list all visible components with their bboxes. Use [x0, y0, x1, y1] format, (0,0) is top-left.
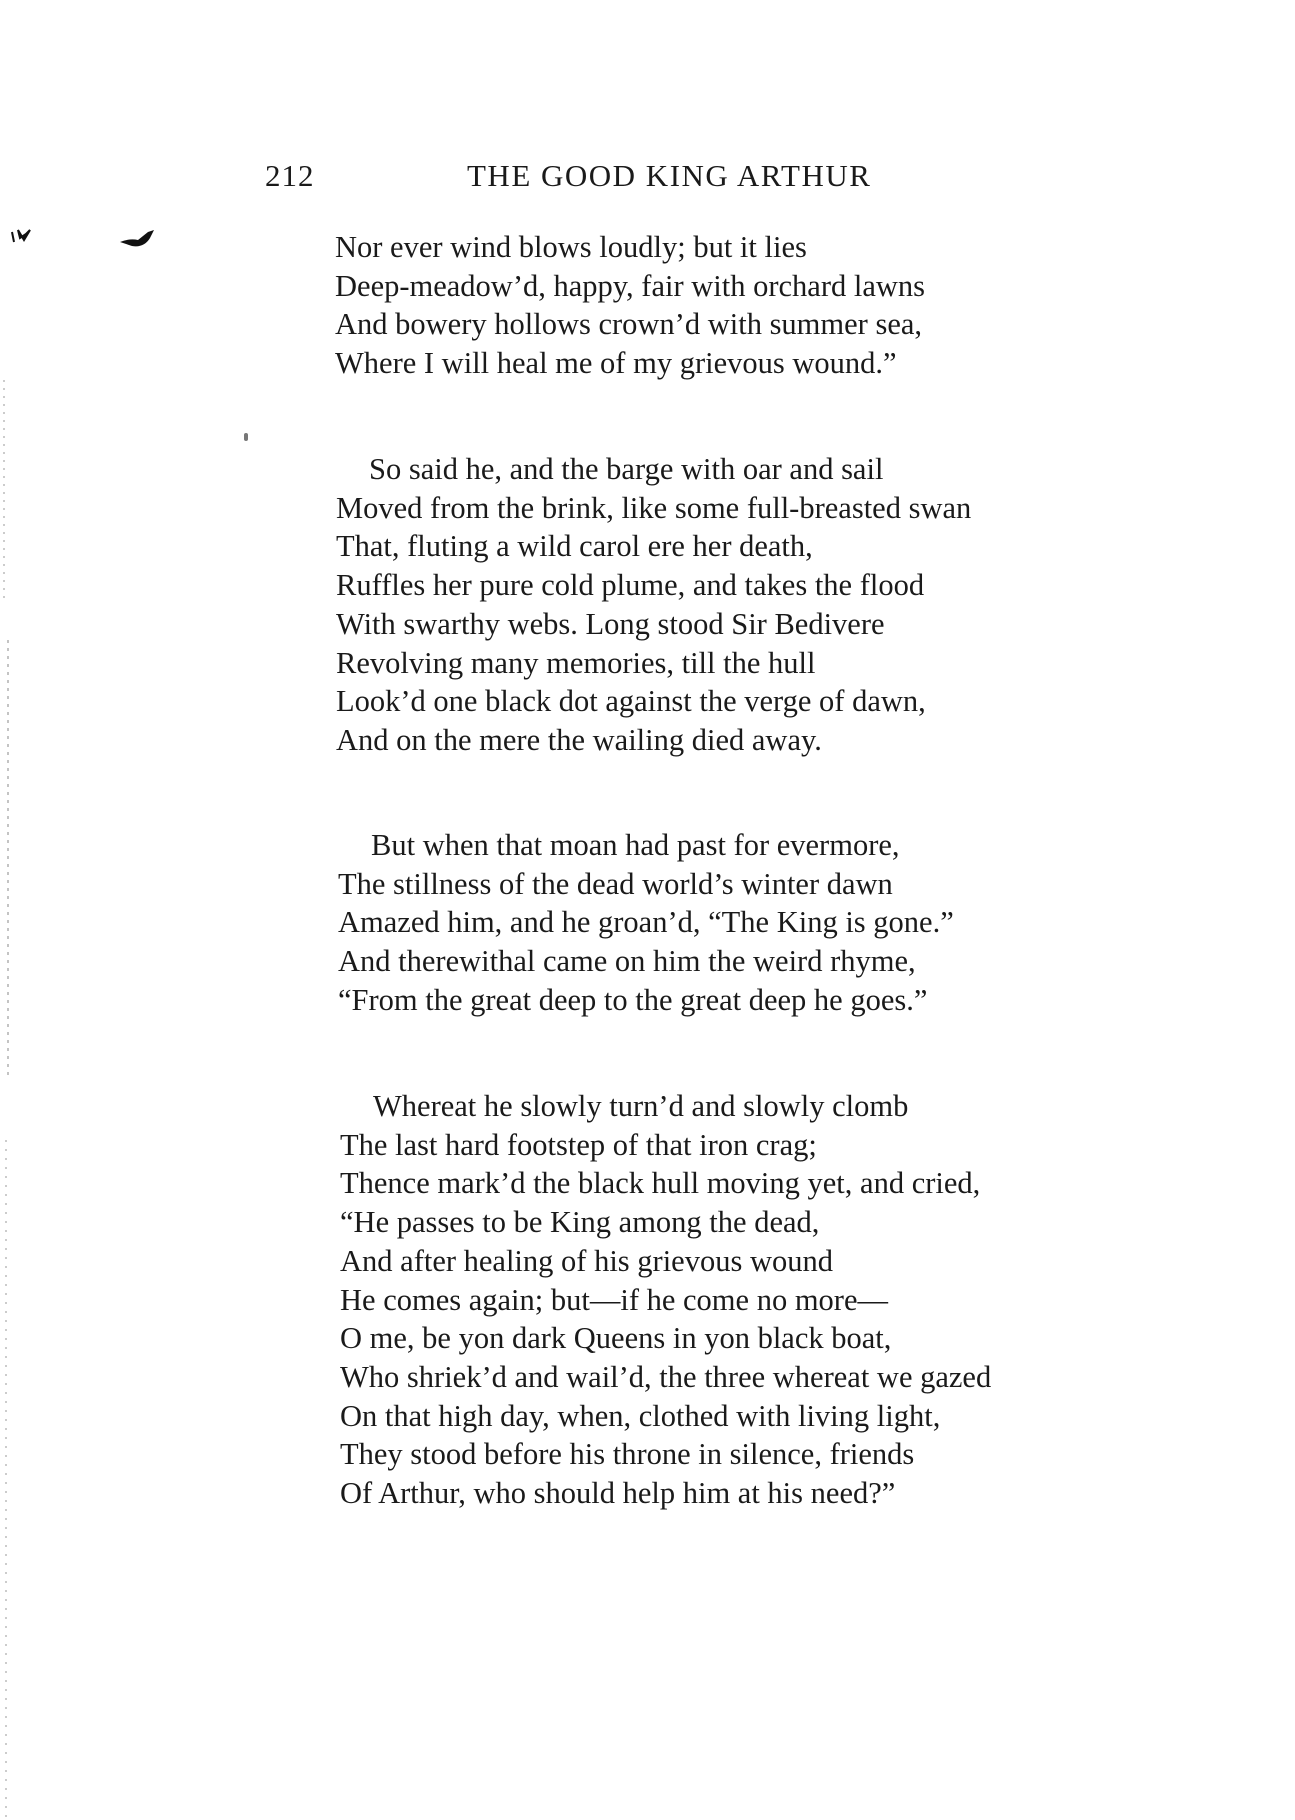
running-head — [265, 158, 985, 198]
page-edge-shadow — [0, 380, 12, 1820]
verse-line: The last hard footstep of that iron crag; — [340, 1127, 817, 1162]
verse-line: But when that moan had past for evermore, — [371, 828, 900, 862]
verse-line: Revolving many memories, till the hull — [336, 645, 816, 680]
verse-line: And therewithal came on him the weird rhyme, — [338, 944, 916, 979]
verse-line: Look’d one black dot against the verge of dawn, — [336, 684, 926, 719]
verse-line: Where I will heal me of my grievous wound.” — [335, 346, 897, 381]
verse-line: They stood before his throne in silence, friends — [340, 1437, 915, 1472]
verse-line: Moved from the brink, like some full-breasted swan — [336, 490, 972, 525]
ink-blot-mark — [10, 228, 32, 246]
verse-line: The stillness of the dead world’s winter dawn — [338, 866, 893, 901]
stanza — [338, 826, 954, 1020]
stanza — [340, 1087, 991, 1513]
margin-ink-marks — [0, 0, 160, 1820]
verse-line: With swarthy webs. Long stood Sir Bedivere — [336, 606, 885, 641]
verse-line: Thence mark’d the black hull moving yet, and cried, — [340, 1166, 981, 1201]
verse-line: Nor ever wind blows loudly; but it lies — [335, 230, 807, 264]
verse-line: And bowery hollows crown’d with summer sea, — [335, 307, 923, 342]
verse-line: Of Arthur, who should help him at his need?” — [340, 1476, 896, 1511]
running-title: THE GOOD KING ARTHUR — [467, 158, 872, 193]
verse-line: And on the mere the wailing died away. — [336, 722, 822, 757]
verse-line: Whereat he slowly turn’d and slowly clomb — [373, 1089, 909, 1123]
verse-line: So said he, and the barge with oar and sail — [369, 452, 884, 486]
verse-line: “He passes to be King among the dead, — [340, 1205, 820, 1240]
ink-speck — [244, 433, 248, 441]
stanza — [335, 228, 925, 383]
verse-line: Ruffles her pure cold plume, and takes the flood — [336, 568, 925, 603]
verse-line: And after healing of his grievous wound — [340, 1243, 833, 1278]
ink-smudge-mark — [118, 228, 156, 250]
page-number: 212 — [265, 158, 315, 193]
verse-line: “From the great deep to the great deep he goes.” — [338, 982, 928, 1017]
verse-line: Who shriek’d and wail’d, the three whereat we gazed — [340, 1359, 992, 1394]
verse-line: O me, be yon dark Queens in yon black boat, — [340, 1321, 892, 1356]
verse-line: Deep-meadow’d, happy, fair with orchard lawns — [335, 268, 926, 303]
verse-line: On that high day, when, clothed with living light, — [340, 1398, 941, 1433]
verse-line: Amazed him, and he groan’d, “The King is gone.” — [338, 905, 954, 940]
stanza — [336, 450, 971, 760]
verse-line: That, fluting a wild carol ere her death, — [336, 529, 813, 564]
verse-line: He comes again; but—if he come no more— — [340, 1282, 888, 1317]
